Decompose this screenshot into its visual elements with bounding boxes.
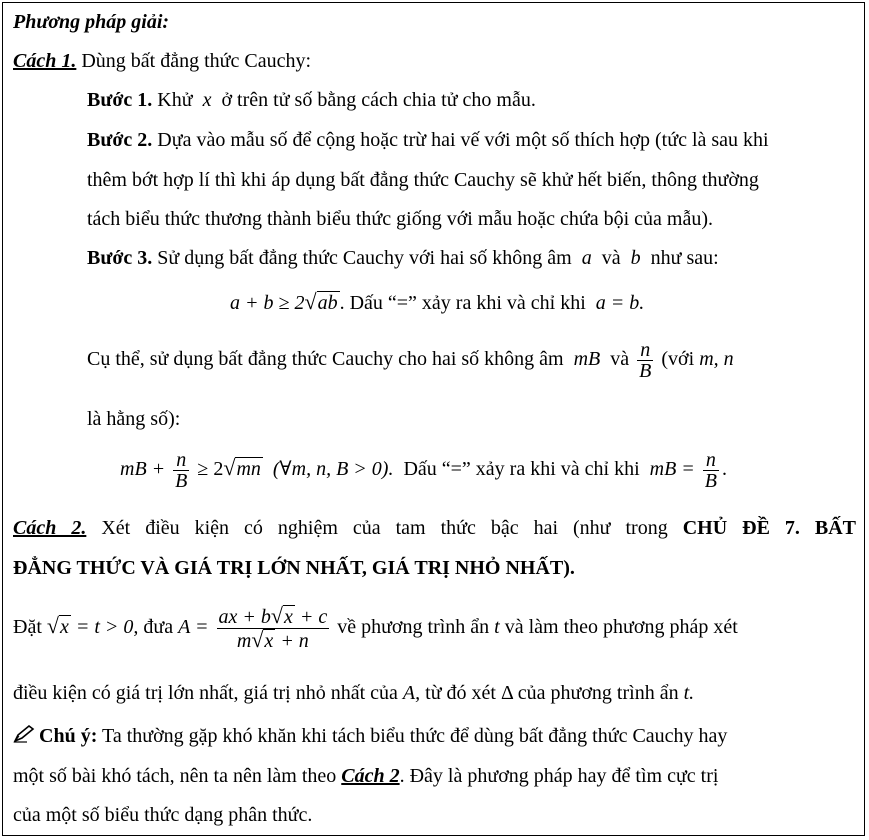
sqrt-icon: √ (270, 603, 283, 628)
specific-mn: m, n (699, 348, 734, 371)
method-1-title: Dùng bất đẳng thức Cauchy: (81, 50, 312, 72)
step-3-label: Bước 3. (87, 247, 153, 269)
frac2-den: B (175, 470, 188, 492)
specific-and: và (610, 348, 630, 371)
l4-c: của phương trình ẩn (517, 682, 679, 704)
step-1-label: Bước 1. (87, 89, 153, 111)
note-text-1: Ta thường gặp khó khăn khi tách biểu thức để dùng bất đẳng thức Cauchy hay (102, 725, 728, 747)
note-line-2 (13, 764, 718, 788)
frac-a-num (217, 605, 330, 629)
sub-a-eq: A = (178, 616, 209, 639)
method-2-bold-1: CHỦ ĐỀ 7. BẤT (682, 517, 857, 539)
method-1-label: Cách 1. (13, 50, 77, 72)
formula-2-dot: . (722, 458, 728, 481)
formula-1-cond: a = b. (595, 292, 645, 314)
step-1-var: x (202, 89, 212, 111)
formula-2-ge: ≥ 2 (197, 458, 224, 481)
method-2-line-4 (13, 681, 694, 705)
l4-delta: Δ (500, 682, 513, 704)
sub-end: và làm theo phương pháp xét (504, 616, 738, 639)
method-2-line-2: ĐẲNG THỨC VÀ GIÁ TRỊ LỚN NHẤT, GIÁ TRỊ NHỎ NHẤT). (13, 557, 575, 579)
step-3-text-b: như sau: (650, 247, 719, 269)
frac-num: n (637, 340, 653, 361)
step-2-text-1: Dựa vào mẫu số để cộng hoặc trừ hai vế với một số thích hợp (tức là sau khi (157, 129, 769, 151)
method-2-line-1 (13, 516, 856, 540)
specific-line (87, 340, 734, 381)
step-3-var-b: b (630, 247, 641, 269)
specific-line-2: là hằng số): (87, 408, 181, 430)
l4-b: từ đó xét (425, 682, 496, 704)
fraction-a-expr (217, 605, 330, 652)
note-line-1 (13, 724, 727, 749)
step-2-label: Bước 2. (87, 129, 153, 151)
step-1 (87, 88, 536, 112)
formula-2-mb: mB + (120, 458, 166, 481)
note-label: Chú ý: (39, 725, 98, 747)
step-2-line-3: tách biểu thức thương thành biểu thức giống với mẫu hoặc chứa bội của mẫu). (87, 208, 714, 230)
formula-2-eq: mB = (649, 458, 695, 481)
step-3-text-a: Sử dụng bất đẳng thức Cauchy với hai số không âm (157, 247, 572, 269)
l4-t: t. (683, 682, 695, 704)
sub-radicand: x (59, 616, 69, 639)
method-1-line (13, 49, 311, 73)
sqrt-icon: √ (223, 455, 236, 481)
specific-with: (với (661, 348, 695, 371)
num-b: + c (299, 606, 328, 628)
l4-a: điều kiện có giá trị lớn nhất, giá trị nhỏ nhất của (13, 682, 398, 704)
frac3-den: B (704, 470, 718, 492)
formula-1-lhs: a + b ≥ 2 (230, 292, 305, 314)
formula-specific (120, 450, 727, 491)
den-b: + n (280, 630, 309, 652)
formula-2-radicand: mn (236, 458, 261, 481)
formula-2-text: Dấu “=” xảy ra khi và chỉ khi (403, 458, 640, 481)
step-2-line-1 (87, 128, 769, 152)
den-radicand: x (264, 630, 274, 652)
note-method-2-ref: Cách 2 (341, 765, 400, 787)
step-3-line (87, 246, 719, 270)
sub-rest: về phương trình ẩn (337, 616, 490, 639)
num-radicand: x (283, 606, 293, 628)
method-2-label: Cách 2. (13, 517, 87, 539)
formula-2-cond: (∀m, n, B > 0). (272, 458, 394, 481)
sub-dat: Đặt (13, 616, 42, 639)
note-text-2b: . Đây là phương pháp hay để tìm cực trị (399, 765, 719, 787)
sqrt-icon: √ (304, 289, 317, 314)
specific-mb: mB (573, 348, 601, 371)
frac3-num: n (703, 450, 719, 471)
specific-text: Cụ thể, sử dụng bất đẳng thức Cauchy cho hai số không âm (87, 348, 564, 371)
method-2-text-1: Xét điều kiện có nghiệm của tam thức bậc hai (như trong (101, 517, 668, 539)
den-a: m (236, 630, 252, 652)
step-1-text-a: Khử (157, 89, 193, 111)
sub-dua: đưa (143, 616, 174, 639)
formula-1-text: Dấu “=” xảy ra khi và chỉ khi (349, 292, 586, 314)
sub-eq-t: = t > 0, (75, 616, 139, 639)
formula-1-radicand: ab (317, 292, 338, 314)
note-text-2a: một số bài khó tách, nên ta nên làm theo (13, 765, 337, 787)
pencil-icon (13, 725, 35, 749)
formula-cauchy: a + b ≥ 2√ab . Dấu “=” xảy ra khi và chỉ khi a = b. (230, 289, 645, 314)
num-a: ax + b (218, 606, 271, 628)
l4-A: A, (402, 682, 421, 704)
step-3-and: và (601, 247, 621, 269)
fraction-n-over-b (637, 340, 653, 381)
fraction-n-over-b-2 (173, 450, 189, 491)
sqrt-icon: √ (251, 627, 264, 652)
fraction-n-over-b-3 (703, 450, 719, 491)
frac2-num: n (173, 450, 189, 471)
note-line-3: của một số biểu thức dạng phân thức. (13, 804, 313, 826)
frac-a-den (217, 629, 330, 652)
step-3-var-a: a (581, 247, 592, 269)
section-heading: Phương pháp giải: (13, 11, 170, 33)
step-2-line-2: thêm bớt hợp lí thì khi áp dụng bất đẳng thức Cauchy sẽ khử hết biến, thông thường (87, 169, 759, 191)
method-2-substitution (13, 605, 738, 652)
sub-t: t (494, 616, 500, 639)
step-1-text-b: ở trên tử số bằng cách chia tử cho mẫu. (221, 89, 536, 111)
sqrt-icon: √ (46, 613, 59, 639)
frac-den: B (639, 360, 652, 382)
